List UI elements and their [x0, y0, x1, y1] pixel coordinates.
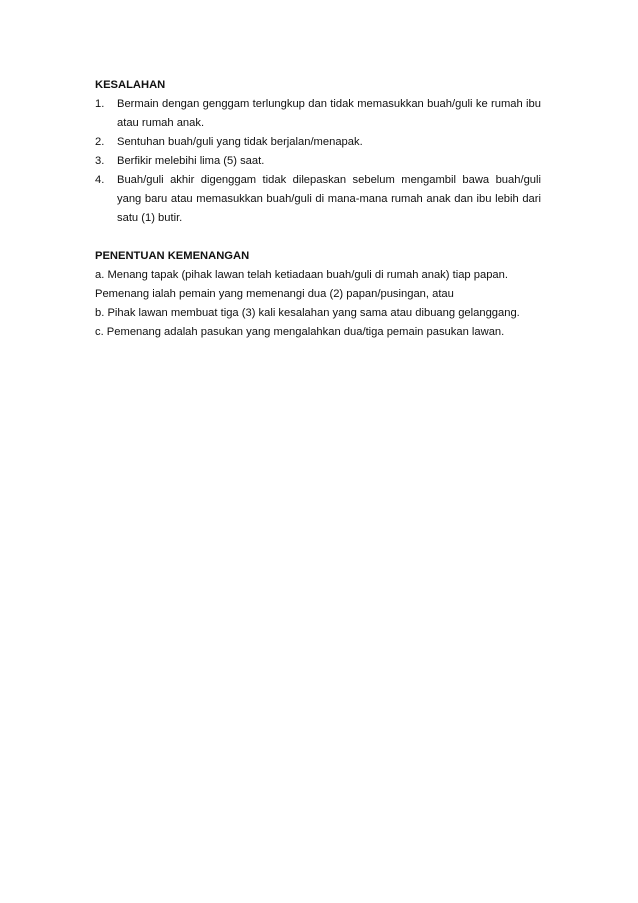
- list-item-text: Bermain dengan genggam terlungkup dan tidak memasukkan buah/guli ke rumah ibu atau rumah anak.: [117, 98, 541, 129]
- list-item-number: 4.: [95, 174, 105, 186]
- list-item: [95, 152, 541, 171]
- list-item-text: Sentuhan buah/guli yang tidak berjalan/menapak.: [117, 136, 363, 148]
- list-item-number: 1.: [95, 98, 105, 110]
- list-item-number: 3.: [95, 155, 105, 167]
- list-item-text: Berfikir melebihi lima (5) saat.: [117, 155, 265, 167]
- kesalahan-heading: KESALAHAN: [95, 79, 166, 91]
- penentuan-line-c: c. Pemenang adalah pasukan yang mengalahkan dua/tiga pemain pasukan lawan.: [95, 326, 505, 338]
- penentuan-line-b: b. Pihak lawan membuat tiga (3) kali kesalahan yang sama atau dibuang gelanggang.: [95, 307, 520, 319]
- list-item: [95, 95, 541, 133]
- list-item-text: Buah/guli akhir digenggam tidak dilepaskan sebelum mengambil bawa buah/guli yang baru atau memasukkan buah/guli di mana-mana rumah anak dan ibu lebih dari satu (1) butir.: [117, 174, 541, 224]
- section-spacer: [95, 228, 541, 247]
- penentuan-line-pemenang: Pemenang ialah pemain yang memenangi dua (2) papan/pusingan, atau: [95, 288, 454, 300]
- kesalahan-list: [95, 95, 541, 228]
- list-item: [95, 171, 541, 228]
- penentuan-heading: PENENTUAN KEMENANGAN: [95, 250, 250, 262]
- list-item-number: 2.: [95, 136, 105, 148]
- document-content: [95, 76, 541, 342]
- list-item: [95, 133, 541, 152]
- penentuan-line-a: a. Menang tapak (pihak lawan telah ketiadaan buah/guli di rumah anak) tiap papan.: [95, 269, 508, 281]
